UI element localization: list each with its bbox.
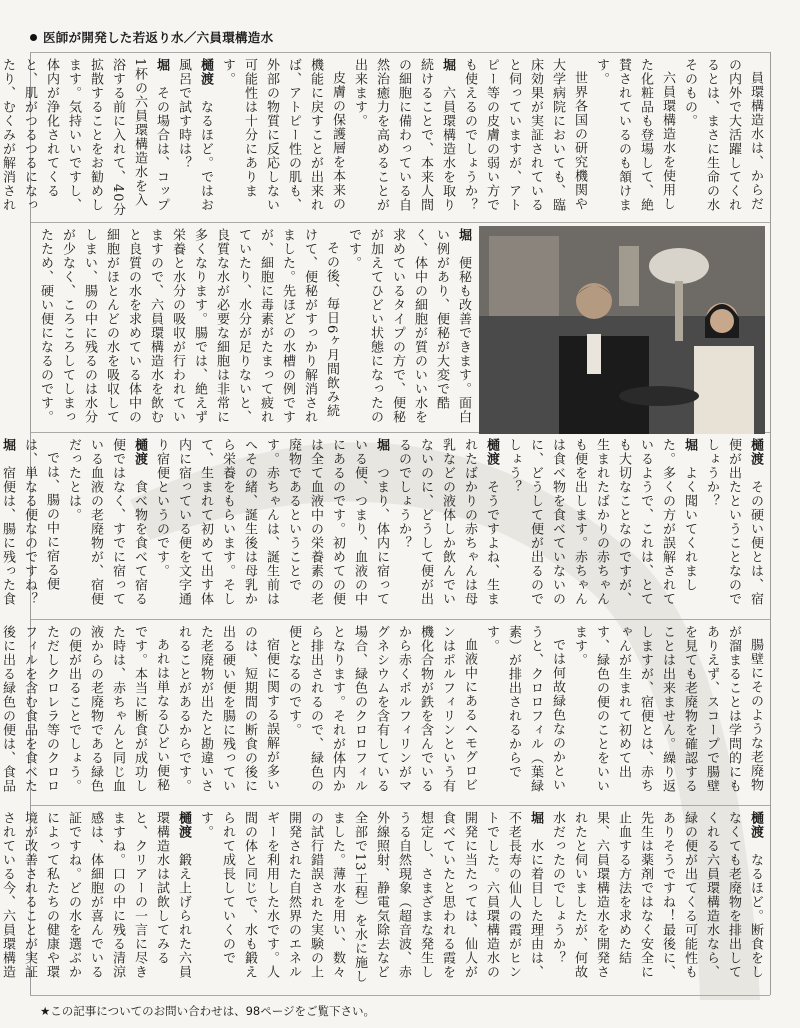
text-row-4 (0, 625, 766, 801)
paragraph-text: つまり、体内に宿っている便、つまり、血液の中にあるのです。初めての便は全て血液中の栄養素の老廃物であるということです。赤ちゃんは、誕生前はへその緒、誕生後は母乳から栄養をもらいます。そして、生まれて初めて出す体内に宿っている便を文字通り宿便というのです。 (154, 438, 389, 606)
paragraph (392, 438, 502, 615)
paragraph (0, 625, 172, 801)
footer-note: ★この記事についてのお問い合わせは、98ページをご覧下さい。 (40, 1004, 375, 1018)
paragraph (590, 58, 678, 218)
speaker-label: 樋渡 (484, 438, 499, 480)
photo-illustration (479, 226, 765, 434)
speaker-label: 堀 (0, 438, 15, 466)
speaker-label: 樋渡 (748, 438, 763, 480)
header-rule (30, 52, 770, 53)
paragraph (342, 228, 474, 428)
paragraph-text: 世界各国の研究機関や大学病院においても、臨床効果が実証されていると伺っていますが、アトピー等の皮膚の弱い方でも使えるのでしょうか？ (462, 58, 587, 212)
paragraph (480, 625, 568, 801)
paragraph-text: 皮膚の保護層を本来の機能に戻すことが出来れば、アトピー性の肌も、外部の物質に反応しない可能性は十分にあります。 (220, 58, 345, 212)
footer-rule (30, 995, 770, 996)
paragraph-text: 宿便に関する誤解が多いのは、短期間の断食の後に出る硬い便を腸に残っていた老廃物が出たと勘違いされることがあるからです。 (176, 625, 279, 793)
paragraph (216, 58, 348, 218)
paragraph (502, 438, 700, 615)
paragraph (172, 625, 282, 801)
paragraph-text: 鍛え上げられた六員環構造水は試飲してみると、クリアーの一言に尽きますね。口の中に残る清涼感は、体細胞が喜んでいる証ですね。どの水を選ぶかによって私たちの健康や環境が改善されることが実証されている今、六員環構造 (0, 811, 191, 979)
paragraph-text: よく聞いてくれました。多くの方が誤解されているようで、これは、とても大切なことなのですが、生まれたばかりの赤ちゃんも便を出します。赤ちゃんは食べ物を食べていないのに、どうして便が出るのでしょう？ (506, 438, 697, 606)
paragraph (282, 625, 480, 801)
paragraph-text: その硬い便とは、宿便が出たということなのでしょうか？ (704, 438, 763, 606)
paragraph (194, 811, 546, 991)
row-divider-1 (30, 222, 770, 223)
paragraph-text: 便秘も改善できます。面白い例があり、便秘が大変で酷く、体中の細胞が質のいい水を求めているタイプの方で、便秘が加えてひどい状態になったのです。 (346, 228, 471, 424)
paragraph (0, 811, 194, 991)
paragraph (150, 438, 392, 615)
paragraph (458, 58, 590, 218)
paragraph-text: では、腸の中に宿る便は、単なる便なのですね？ (22, 438, 59, 606)
paragraph-text: 六員環構造水を使用した化粧品も登場して、絶賛されているのも頷けます。 (594, 58, 675, 212)
paragraph-text: なるほど。ではお風呂で試す時は？ (176, 58, 213, 212)
speaker-label: 堀 (440, 58, 455, 86)
paragraph (348, 58, 458, 218)
paragraph (546, 811, 766, 991)
paragraph-text: 六員環構造水を取り続けることで、本来人間の細胞に備わっている自然治癒力を高めることが出来ます。 (352, 58, 455, 212)
paragraph (172, 58, 216, 218)
paragraph-text: 員環構造水は、からだの内外で大活躍してくれるとは、まさに生命の水そのもの。 (682, 58, 763, 212)
paragraph-text: あれは単なるひどい便秘です。本当に断食が成功した時は、赤ちゃんと同じ血液からの老廃物である緑色の便が出ることでしょう。ただしクロレラ等のクロロフィルを含む食品を食べた後に出る緑色の便は、食品 (0, 625, 169, 793)
text-row-3 (0, 438, 766, 615)
paragraph-text: 腸壁にそのような老廃物が溜まることは学問的にもありえず、スコープで腸壁を見ても老廃物を確認することは出来ません。繰り返しますが、宿便とは、赤ちゃんが生まれて初めて出す、緑色の便のことをいいます。 (572, 625, 763, 793)
right-border (770, 52, 771, 995)
row-divider-3 (30, 619, 770, 620)
paragraph (700, 438, 766, 615)
paragraph (678, 58, 766, 218)
paragraph (18, 438, 62, 615)
paragraph (34, 228, 342, 428)
text-row-1 (0, 58, 766, 218)
speaker-label: 堀 (374, 438, 389, 466)
speaker-label: 樋渡 (132, 438, 147, 480)
text-row-2 (34, 228, 474, 428)
paragraph-text: 食べ物を食べて宿る便ではなく、すでに宿っている血液の老廃物が、宿便だったとは。 (66, 438, 147, 606)
speaker-label: 堀 (456, 228, 471, 256)
paragraph-text: そうですよね、生まれたばかりの赤ちゃんは母乳などの液体しか飲んでいないのに、どうして便が出るのでしょうか？ (396, 438, 499, 606)
paragraph-text: では何故緑色なのかというと、クロロフィル（葉緑素）が排出されるからです。 (484, 625, 565, 793)
paragraph (62, 438, 150, 615)
speaker-label: 樋渡 (198, 58, 213, 100)
speaker-label: 樋渡 (748, 811, 763, 853)
paragraph-text: 水に着目した理由は、不老長寿の仙人の霞がヒントでした。六員環構造水の開発に当たっては、仙人が食べていたと思われる霞を想定し、さまざまな発生しうる自然現象（超音波、赤外線照射、静電気除去など全部で13工程）を水に施しました。薄水を用い、数々の試行錯誤された実験の上開発された自然界のエネルギーを利用した水です。人間の体と同じで、水も鍛えられて成長していくのです。 (198, 811, 543, 984)
speaker-label: 堀 (528, 811, 543, 839)
speaker-label: 堀 (154, 58, 169, 86)
speaker-label: 堀 (682, 438, 697, 466)
paragraph (0, 438, 18, 615)
header-bullet-icon (30, 34, 37, 41)
speaker-label: 樋渡 (176, 811, 191, 853)
paragraph-text: なるほど。断食をしなくても老廃物を排出してくれる六員環構造水なら、緑の便が出てくる可能性もありそうですね！最後に、先生は薬剤ではなく安全に止血する方法を求めた結果、六員環構造水を開発されたと伺いましたが、何故水だったのでしょうか？ (550, 811, 763, 979)
text-row-5 (0, 811, 766, 991)
paragraph-text: その場合は、コップ1杯の六員環構造水を入浴する前に入れて、40分拡散することをお勧めします。気持いいですし、体内が浄化されてくると、肌がつるつるになったり、むくみが解消され (0, 58, 169, 217)
paragraph-text: 宿便は、腸に残った食 (0, 466, 15, 606)
article-header (30, 22, 273, 52)
paragraph-text: その後、毎日6ヶ月間飲み続けて、便秘がすっかり解消されました。先ほどの水槽の例ですが、細胞に毒素がたまって疲れていたり、水分が足りないと、良質な水が必要な細胞は非常に多くなります。腸では、絶えず栄養と水分の吸収が行われていますので、六員環構造水を飲むと良質の水を求めている体中の細胞がほとんどの水を吸収してしまい、腸の中に残るのは水分が少なく、ころころしてしまったため、硬い便になるのです。 (38, 228, 339, 424)
row-divider-4 (30, 805, 770, 806)
header-title: 医師が開発した若返り水／六員環構造水 (43, 30, 274, 45)
paragraph (568, 625, 766, 801)
paragraph (0, 58, 172, 218)
interview-photo (479, 226, 765, 434)
paragraph-text: 血液中にあるヘモグロビンはポルフィリンという有機化合物が鉄を含んでいるから赤くポルフィリンがマグネシウムを含有している場合、緑色のクロロフィルとなります。それが体内から排出されるので、緑色の便となるのです。 (286, 625, 477, 793)
